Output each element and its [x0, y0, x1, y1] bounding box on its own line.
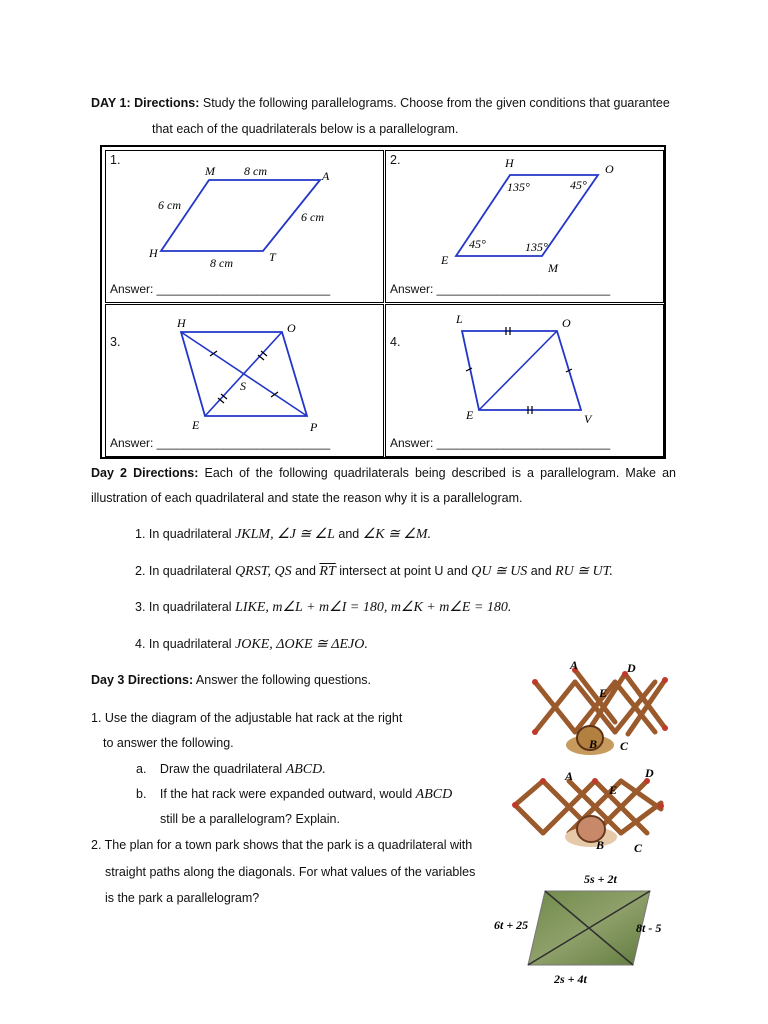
label-t: T	[269, 250, 276, 264]
day1-title: DAY 1: Directions:	[91, 96, 200, 110]
day1-directions	[91, 96, 670, 110]
day1-text-line2: that each of the quadrilaterals below is a parallelogram.	[152, 122, 459, 136]
label-left-length: 6 cm	[158, 198, 181, 212]
item-prefix: 4. In quadrilateral	[135, 637, 236, 651]
hat-rack-slats	[535, 670, 665, 736]
q1-part-b	[136, 787, 452, 803]
item-and: and	[334, 527, 363, 541]
rack1-label-c: C	[620, 739, 629, 753]
label-right-length: 6 cm	[301, 210, 324, 224]
item-math: ∠K ≅ ∠M.	[362, 527, 432, 542]
rack2-label-e: E	[609, 783, 618, 797]
park-label-bottom: 2s + 4t	[554, 972, 587, 986]
answer-line-2: Answer: __________________________	[390, 282, 611, 296]
answer-line-3: Answer: __________________________	[110, 436, 331, 450]
day2-text-line1: Each of the following quadrilaterals being described is a parallelogram. Make an	[204, 466, 676, 480]
day1-text-line1: Study the following parallelograms. Choose from the given conditions that guarantee	[202, 96, 670, 110]
label-h: H	[149, 246, 158, 260]
q2-line1: 2. The plan for a town park shows that the park is a quadrilateral with	[91, 838, 473, 852]
label-e: E	[466, 408, 474, 422]
grid-cell-3	[105, 304, 384, 457]
q2-line2: straight paths along the diagonals. For what values of the variables	[105, 865, 476, 879]
cell-number: 4.	[390, 335, 401, 349]
cell-number: 1.	[110, 153, 121, 167]
item-prefix: 1. In quadrilateral	[135, 527, 236, 541]
hat-rack-figure-2	[505, 763, 680, 861]
rack2-label-b: B	[596, 838, 605, 852]
label-m: M	[548, 261, 558, 275]
rack1-label-a: A	[570, 658, 579, 672]
rack2-label-c: C	[634, 841, 643, 855]
park-figure	[490, 870, 680, 990]
item-prefix: 3. In quadrilateral	[135, 600, 236, 614]
cell-number: 2.	[390, 153, 401, 167]
part-label: a.	[136, 762, 147, 776]
label-s: S	[240, 379, 246, 393]
park-label-right: 8t - 5	[636, 921, 662, 935]
label-h: H	[177, 316, 186, 330]
day2-item-2	[135, 563, 613, 580]
part-text: Draw the quadrilateral	[159, 762, 286, 776]
item-math: QU ≅ US	[471, 564, 528, 579]
label-p: P	[310, 420, 318, 434]
diagonal-oe	[205, 332, 282, 416]
label-o: O	[562, 316, 571, 330]
day2-item-3	[135, 599, 511, 616]
day2-title: Day 2 Directions:	[91, 466, 199, 480]
grid-cell-2	[385, 150, 664, 303]
q2-line3: is the park a parallelogram?	[105, 891, 260, 905]
label-l: L	[456, 312, 463, 326]
grid-cell-4	[385, 304, 664, 457]
day2-directions	[91, 466, 676, 480]
q1-part-a	[136, 762, 326, 778]
q1-line1: 1. Use the diagram of the adjustable hat rack at the right	[91, 711, 403, 725]
angle-e: 45°	[469, 237, 486, 251]
q1-part-b-line2: still be a parallelogram? Explain.	[160, 812, 340, 826]
part-label: b.	[136, 787, 147, 801]
day3-directions	[91, 673, 371, 687]
day2-item-1	[135, 526, 431, 543]
grid-cell-1	[105, 150, 384, 303]
cell-number: 3.	[110, 335, 121, 349]
rack1-label-e: E	[599, 686, 608, 700]
item-prefix: 2. In quadrilateral	[135, 564, 236, 578]
angle-h: 135°	[507, 180, 530, 194]
parallelogram-loev	[462, 331, 581, 410]
answer-line-1: Answer: __________________________	[110, 282, 331, 296]
angle-o: 45°	[570, 178, 587, 192]
label-o: O	[605, 162, 614, 176]
day3-title: Day 3 Directions:	[91, 673, 194, 687]
rack1-label-d: D	[627, 661, 636, 675]
label-bottom-length: 8 cm	[210, 256, 233, 270]
item-math: QRST, QS	[235, 564, 292, 579]
part-text: If the hat rack were expanded outward, would	[159, 787, 416, 801]
item-math: RU ≅ UT.	[555, 564, 613, 579]
label-top-length: 8 cm	[244, 164, 267, 178]
parallelogram-mhta	[161, 180, 320, 251]
hat-rack-figure-1	[520, 652, 680, 756]
angle-m: 135°	[525, 240, 548, 254]
item-math: $\overline{RT}$	[319, 564, 336, 579]
parallelogram-grid	[100, 145, 666, 459]
label-a: A	[322, 169, 330, 183]
label-o: O	[287, 321, 296, 335]
label-e: E	[441, 253, 449, 267]
item-math: LIKE, m∠L + m∠I = 180, m∠K + m∠E = 180.	[235, 600, 512, 615]
item-and: and	[291, 564, 320, 578]
diagonal-oe	[479, 331, 557, 410]
rack2-label-a: A	[565, 769, 574, 783]
label-m: M	[205, 164, 215, 178]
label-v: V	[584, 412, 592, 426]
item-math: JOKE, ΔOKE ≅ ΔEJO.	[235, 637, 368, 652]
part-math: ABCD.	[285, 762, 326, 777]
day2-text-line2: illustration of each quadrilateral and state the reason why it is a parallelogram.	[91, 491, 523, 505]
rack1-label-b: B	[589, 737, 598, 751]
item-math: JKLM, ∠J ≅ ∠L	[235, 527, 335, 542]
answer-line-4: Answer: __________________________	[390, 436, 611, 450]
day2-item-4	[135, 636, 368, 653]
label-e: E	[192, 418, 200, 432]
part-math: ABCD	[415, 787, 453, 802]
q1-line2: to answer the following.	[103, 736, 234, 750]
item-and: and	[527, 564, 556, 578]
day3-text: Answer the following questions.	[195, 673, 372, 687]
park-label-left: 6t + 25	[494, 918, 529, 932]
label-h: H	[505, 156, 514, 170]
rack2-label-d: D	[645, 766, 654, 780]
item-text: intersect at point U and	[335, 564, 472, 578]
park-label-top: 5s + 2t	[584, 872, 617, 886]
